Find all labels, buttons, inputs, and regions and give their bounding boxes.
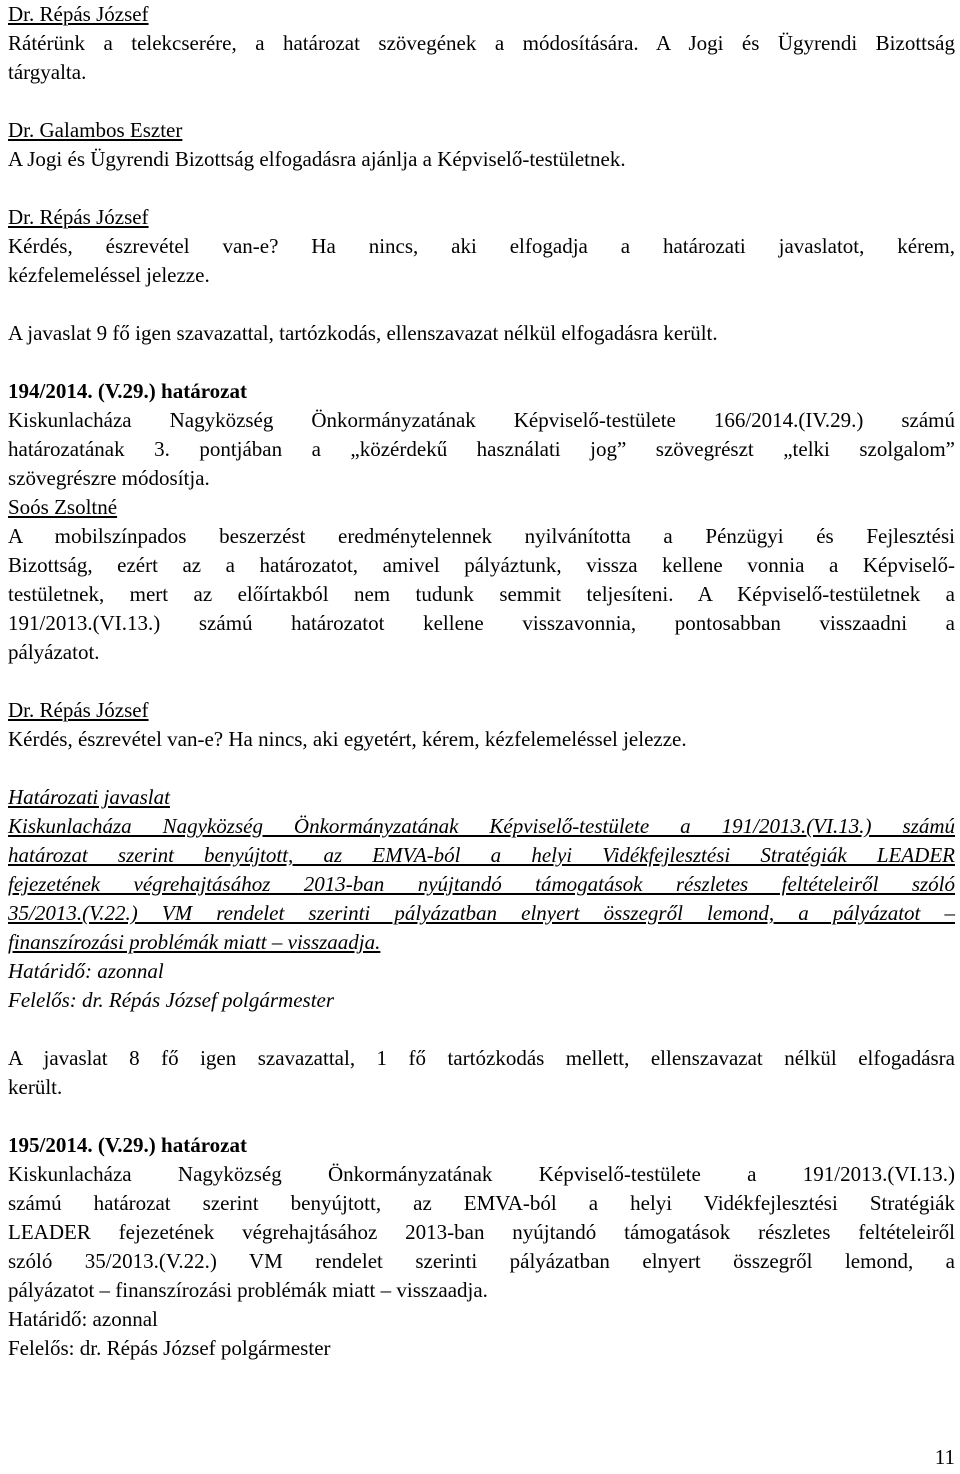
speech-soos: [8, 493, 955, 667]
speech-line: A Jogi és Ügyrendi Bizottság elfogadásra ajánlja a Képviselő-testületnek.: [8, 147, 626, 171]
speech-repas-3: [8, 696, 955, 754]
speech-line: Kérdés, észrevétel van-e? Ha nincs, aki elfogadja a határozati javaslatot, kérem,: [8, 234, 955, 258]
resolution-line: szövegrészre módosítja.: [8, 466, 210, 490]
speech-line: pályázatot.: [8, 640, 100, 664]
resolution-deadline: Határidő: azonnal: [8, 1307, 158, 1331]
resolution-responsible: Felelős: dr. Répás József polgármester: [8, 1336, 331, 1360]
speech-repas-1: [8, 0, 955, 87]
speaker-name: Dr. Répás József: [8, 698, 149, 722]
speaker-name: Dr. Galambos Eszter: [8, 118, 183, 142]
resolution-line: Kiskunlacháza Nagyközség Önkormányzatának Képviselő-testülete a 191/2013.(VI.13.): [8, 1162, 955, 1186]
speech-line: Bizottság, ezért az a határozatot, amivel pályáztunk, vissza kellene vonnia a Képviselő-: [8, 553, 955, 577]
speaker-name: Dr. Répás József: [8, 205, 149, 229]
resolution-title: 195/2014. (V.29.) határozat: [8, 1133, 247, 1157]
proposal-line: határozat szerint benyújtott, az EMVA-ból a helyi Vidékfejlesztési Stratégiák LEADER: [8, 843, 955, 867]
proposal-line: finanszírozási problémák miatt – visszaadja.: [8, 930, 381, 954]
proposal-deadline: Határidő: azonnal: [8, 959, 164, 983]
speech-line: A mobilszínpados beszerzést eredménytelennek nyilvánította a Pénzügyi és Fejlesztési: [8, 524, 955, 548]
resolution-line: határozatának 3. pontjában a „közérdekű használati jog” szövegrészt „telki szolgalom”: [8, 437, 955, 461]
resolution-195: [8, 1131, 955, 1363]
speech-repas-2: [8, 203, 955, 290]
proposal-responsible: Felelős: dr. Répás József polgármester: [8, 988, 335, 1012]
proposal-line: Kiskunlacháza Nagyközség Önkormányzatának Képviselő-testülete a 191/2013.(VI.13.) számú: [8, 814, 955, 838]
speech-line: tárgyalta.: [8, 60, 87, 84]
proposal-line: fejezetének végrehajtásához 2013-ban nyújtandó támogatások részletes feltételeiről szóló: [8, 872, 955, 896]
page-number: 11: [934, 1445, 955, 1469]
vote-line: A javaslat 8 fő igen szavazattal, 1 fő tartózkodás mellett, ellenszavazat nélkül elfogadásra: [8, 1046, 955, 1070]
speech-galambos: [8, 116, 955, 174]
resolution-proposal: [8, 783, 955, 1015]
resolution-line: pályázatot – finanszírozási problémák miatt – visszaadja.: [8, 1278, 488, 1302]
document-page: [8, 0, 955, 1363]
speaker-name: Soós Zsoltné: [8, 495, 118, 519]
resolution-title: 194/2014. (V.29.) határozat: [8, 379, 247, 403]
speaker-name: Dr. Répás József: [8, 2, 149, 26]
resolution-line: LEADER fejezetének végrehajtásához 2013-ban nyújtandó támogatások részletes feltételeiről: [8, 1220, 955, 1244]
proposal-heading: Határozati javaslat: [8, 785, 170, 809]
speech-line: Kérdés, észrevétel van-e? Ha nincs, aki egyetért, kérem, kézfelemeléssel jelezze.: [8, 727, 687, 751]
vote-result-1: A javaslat 9 fő igen szavazattal, tartózkodás, ellenszavazat nélkül elfogadásra került.: [8, 321, 718, 345]
speech-line: 191/2013.(VI.13.) számú határozatot kellene visszavonnia, pontosabban visszaadni a: [8, 611, 955, 635]
speech-line: testületnek, mert az előírtakból nem tudunk semmit teljesíteni. A Képviselő-testületnek a: [8, 582, 955, 606]
proposal-line: 35/2013.(V.22.) VM rendelet szerinti pályázatban elnyert összegről lemond, a pályázatot –: [8, 901, 955, 925]
speech-line: kézfelemeléssel jelezze.: [8, 263, 210, 287]
resolution-194: [8, 377, 955, 493]
resolution-line: Kiskunlacháza Nagyközség Önkormányzatának Képviselő-testülete 166/2014.(IV.29.) számú: [8, 408, 955, 432]
resolution-line: számú határozat szerint benyújtott, az EMVA-ból a helyi Vidékfejlesztési Stratégiák: [8, 1191, 955, 1215]
speech-line: Rátérünk a telekcserére, a határozat szövegének a módosítására. A Jogi és Ügyrendi Bizottság: [8, 31, 955, 55]
vote-line: került.: [8, 1075, 63, 1099]
resolution-line: szóló 35/2013.(V.22.) VM rendelet szerinti pályázatban elnyert összegről lemond, a: [8, 1249, 955, 1273]
vote-result-2: [8, 1044, 955, 1102]
